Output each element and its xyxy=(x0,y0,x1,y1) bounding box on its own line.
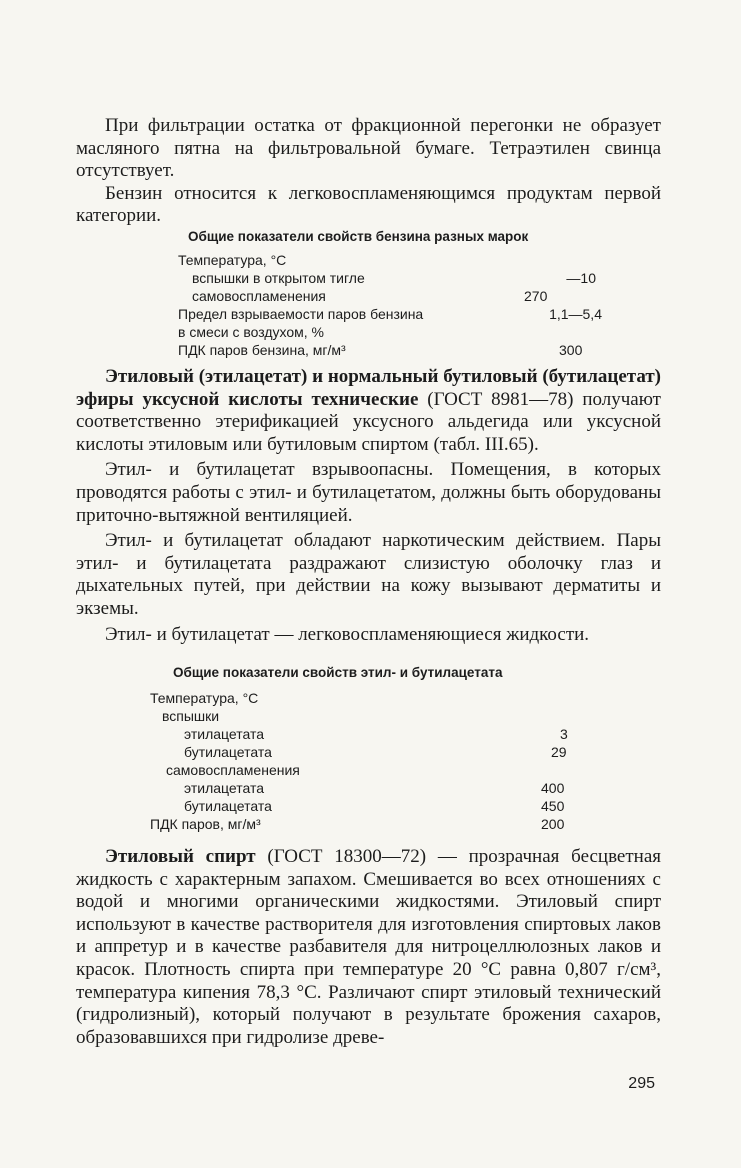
paragraph-ethanol-bold: Этиловый спирт xyxy=(105,846,256,867)
paragraph-explosive: Этил- и бутилацетат взрывоопасны. Помещения, в которых проводятся работы с этил- и бутилацетатом, должны быть оборудованы приточно-вытяжной вентиляцией. xyxy=(76,459,661,526)
table-row xyxy=(178,270,608,288)
paragraph-flammable: Этил- и бутилацетат — легковоспламеняющиеся жидкости. xyxy=(105,623,590,645)
row-label: Предел взрываемости паров бензина xyxy=(178,306,424,322)
paragraph-gasoline-category: Бензин относится к легковоспламеняющимся продуктам первой категории. xyxy=(76,182,661,227)
row-label: Температура, °С xyxy=(178,252,287,268)
paragraph-ethanol-rest: (ГОСТ 18300—72) — прозрачная бесцветная жидкость с характерным запахом. Смешивается во всех отношениях с водой и многими органическими жидкостями. Этиловый спирт используют в качестве растворителя для изготовления спиртовых лаков и аппретур и в качестве разбавителя для нитроцеллюлозных лаков и красок. Плотность спирта при температуре 20 °С равна 0,807 г/см³, температура кипения 78,3 °С. Различают спирт этиловый технический (гидролизный), который получают в результате брожения сахаров, образовавшихся при гидролизе древе- xyxy=(76,846,662,1048)
table-row xyxy=(150,780,580,798)
table-row xyxy=(178,252,608,270)
paragraph-esters-bold: Этиловый (этилацетат) и нормальный бутиловый (бутилацетат) эфиры уксусной кислоты технические xyxy=(76,366,661,410)
table-row xyxy=(178,288,608,306)
row-label: ПДК паров бензина, мг/м³ xyxy=(178,342,346,358)
row-label: этилацетата xyxy=(184,780,264,796)
table-gasoline xyxy=(178,252,608,362)
table-acetate-title: Общие показатели свойств этил- и бутилацетата xyxy=(173,665,503,680)
row-label: Температура, °С xyxy=(150,690,259,706)
row-label: вспышки xyxy=(162,708,220,724)
row-value: 3 xyxy=(560,726,568,742)
row-value: 270 xyxy=(524,288,548,304)
table-row xyxy=(178,342,608,360)
row-label: вспышки в открытом тигле xyxy=(192,270,365,286)
paragraph-narcotic: Этил- и бутилацетат обладают наркотическим действием. Пары этил- и бутилацетата раздражают слизистую оболочку глаз и дыхательных путей, при действии на кожу вызывают дерматиты и экземы. xyxy=(76,530,661,619)
row-label: этилацетата xyxy=(184,726,264,742)
row-value: 200 xyxy=(541,816,565,832)
row-label: самовоспламенения xyxy=(192,288,326,304)
paragraph-ethanol xyxy=(76,846,661,1049)
row-label: бутилацетата xyxy=(184,744,272,760)
row-label: в смеси с воздухом, % xyxy=(178,324,325,340)
page-number: 295 xyxy=(628,1075,655,1092)
table-row xyxy=(150,798,580,816)
row-label: самовоспламенения xyxy=(166,762,300,778)
table-row xyxy=(178,324,608,342)
row-value: 29 xyxy=(551,744,567,760)
text-block-top xyxy=(76,115,661,228)
text-block-middle xyxy=(76,366,661,646)
paragraph-esters xyxy=(76,366,661,456)
row-label: ПДК паров, мг/м³ xyxy=(150,816,261,832)
row-value: 400 xyxy=(541,780,565,796)
text-block-bottom xyxy=(76,846,661,1049)
row-label: бутилацетата xyxy=(184,798,272,814)
table-row xyxy=(150,744,580,762)
table-gasoline-title: Общие показатели свойств бензина разных марок xyxy=(188,229,529,244)
table-row xyxy=(150,816,580,834)
paragraph-esters-rest: (ГОСТ 8981—78) получают соответственно этерификацией уксусного альдегида или уксусной кислоты этиловым или бутиловым спиртом (табл. III.65). xyxy=(76,388,661,455)
row-value: —10 xyxy=(566,270,596,286)
row-value: 1,1—5,4 xyxy=(549,306,602,322)
table-row xyxy=(150,726,580,744)
table-row xyxy=(150,690,580,708)
row-value: 300 xyxy=(559,342,583,358)
table-row xyxy=(150,708,580,726)
table-acetate xyxy=(150,690,580,835)
row-value: 450 xyxy=(541,798,565,814)
table-row xyxy=(178,306,608,324)
paragraph-filtration: При фильтрации остатка от фракционной перегонки не образует масляного пятна на фильтровальной бумаге. Тетраэтилен свинца отсутствует. xyxy=(76,115,661,182)
table-row xyxy=(150,762,580,780)
